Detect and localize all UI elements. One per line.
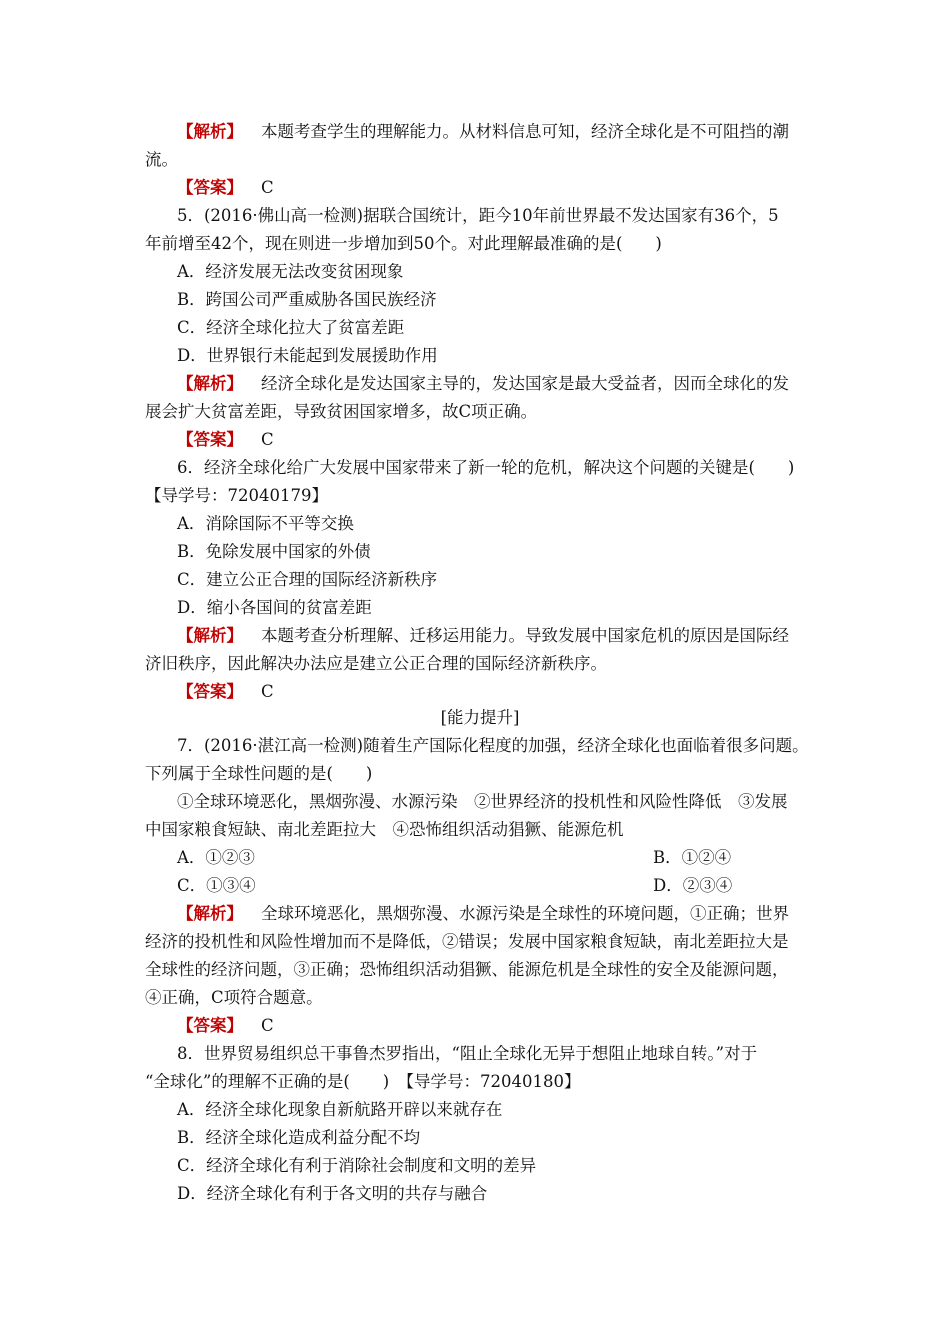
q7-items-line-1: ①全球环境恶化，黑烟弥漫、水源污染 ②世界经济的投机性和风险性降低 ③发展: [177, 792, 788, 811]
q5-answer-line: [177, 426, 847, 454]
q4-analysis-line-1: [177, 118, 847, 146]
q6-answer-line: [177, 678, 847, 706]
q7-items-line-2: 中国家粮食短缺、南北差距拉大 ④恐怖组织活动猖獗、能源危机: [145, 820, 624, 839]
answer-value: C: [261, 430, 274, 449]
q5-option-a: A．经济发展无法改变贫困现象: [177, 262, 404, 281]
answer-tag: 【答案】: [177, 682, 243, 701]
q7-options-row-2: [177, 872, 847, 900]
q6-stem-line-1: 6．经济全球化给广大发展中国家带来了新一轮的危机，解决这个问题的关键是( ): [177, 458, 795, 477]
q6-option-c: C．建立公正合理的国际经济新秩序: [177, 570, 438, 589]
q6-option-d: D．缩小各国间的贫富差距: [177, 598, 372, 617]
answer-value: C: [261, 178, 274, 197]
q7-analysis-line-1: [177, 900, 847, 928]
answer-tag: 【答案】: [177, 178, 243, 197]
q8-option-d: D．经济全球化有利于各文明的共存与融合: [177, 1184, 488, 1203]
q7-option-b: B．①②④: [653, 848, 732, 867]
q4-analysis-line-2: 流。: [145, 150, 178, 169]
analysis-text: 本题考查分析理解、迁移运用能力。导致发展中国家危机的原因是国际经: [261, 626, 789, 645]
answer-tag: 【答案】: [177, 430, 243, 449]
q7-analysis-line-4: ④正确，C项符合题意。: [145, 988, 323, 1007]
q8-option-a: A．经济全球化现象自新航路开辟以来就存在: [177, 1100, 503, 1119]
q5-option-c: C．经济全球化拉大了贫富差距: [177, 318, 405, 337]
q5-option-b: B．跨国公司严重威胁各国民族经济: [177, 290, 437, 309]
q7-options-row-1: [177, 844, 847, 872]
analysis-tag: 【解析】: [177, 904, 243, 923]
analysis-tag: 【解析】: [177, 626, 243, 645]
q6-option-b: B．免除发展中国家的外债: [177, 542, 371, 561]
q8-stem-line-1: 8．世界贸易组织总干事鲁杰罗指出，“阻止全球化无异于想阻止地球自转。”对于: [177, 1044, 758, 1063]
answer-value: C: [261, 682, 274, 701]
q7-option-c: C．①③④: [177, 876, 256, 895]
q6-analysis-line-1: [177, 622, 847, 650]
q8-option-b: B．经济全球化造成利益分配不均: [177, 1128, 421, 1147]
answer-tag: 【答案】: [177, 1016, 243, 1035]
q5-analysis-line-2: 展会扩大贫富差距，导致贫困国家增多，故C项正确。: [145, 402, 538, 421]
q7-analysis-line-3: 全球性的经济问题，③正确；恐怖组织活动猖獗、能源危机是全球性的安全及能源问题，: [145, 960, 789, 979]
q5-option-d: D．世界银行未能起到发展援助作用: [177, 346, 438, 365]
analysis-tag: 【解析】: [177, 374, 243, 393]
q7-option-d: D．②③④: [653, 876, 733, 895]
q5-stem-line-2: 年前增至42个，现在则进一步增加到50个。对此理解最准确的是( ): [145, 234, 662, 253]
q6-analysis-line-2: 济旧秩序，因此解决办法应是建立公正合理的国际经济新秩序。: [145, 654, 607, 673]
q6-option-a: A．消除国际不平等交换: [177, 514, 354, 533]
q6-stem-line-2: 【导学号：72040179】: [145, 486, 328, 505]
analysis-text: 经济全球化是发达国家主导的，发达国家是最大受益者，因而全球化的发: [261, 374, 789, 393]
q5-analysis-line-1: [177, 370, 847, 398]
q7-answer-line: [177, 1012, 847, 1040]
analysis-tag: 【解析】: [177, 122, 243, 141]
q7-stem-line-2: 下列属于全球性问题的是( ): [145, 764, 373, 783]
q7-analysis-line-2: 经济的投机性和风险性增加而不是降低，②错误；发展中国家粮食短缺，南北差距拉大是: [145, 932, 789, 951]
section-title: [能力提升]: [440, 708, 520, 727]
q8-option-c: C．经济全球化有利于消除社会制度和文明的差异: [177, 1156, 537, 1175]
answer-value: C: [261, 1016, 274, 1035]
q8-stem-line-2: “全球化”的理解不正确的是( ) 【导学号：72040180】: [145, 1072, 581, 1091]
q7-option-a: A．①②③: [177, 848, 255, 867]
q5-stem-line-1: 5．(2016·佛山高一检测)据联合国统计，距今10年前世界最不发达国家有36个，5: [177, 206, 779, 225]
q7-stem-line-1: 7．(2016·湛江高一检测)随着生产国际化程度的加强，经济全球化也面临着很多问题。: [177, 736, 809, 755]
analysis-text: 全球环境恶化，黑烟弥漫、水源污染是全球性的环境问题，①正确；世界: [261, 904, 789, 923]
q4-answer-line: [177, 174, 847, 202]
analysis-text: 本题考查学生的理解能力。从材料信息可知，经济全球化是不可阻挡的潮: [261, 122, 789, 141]
